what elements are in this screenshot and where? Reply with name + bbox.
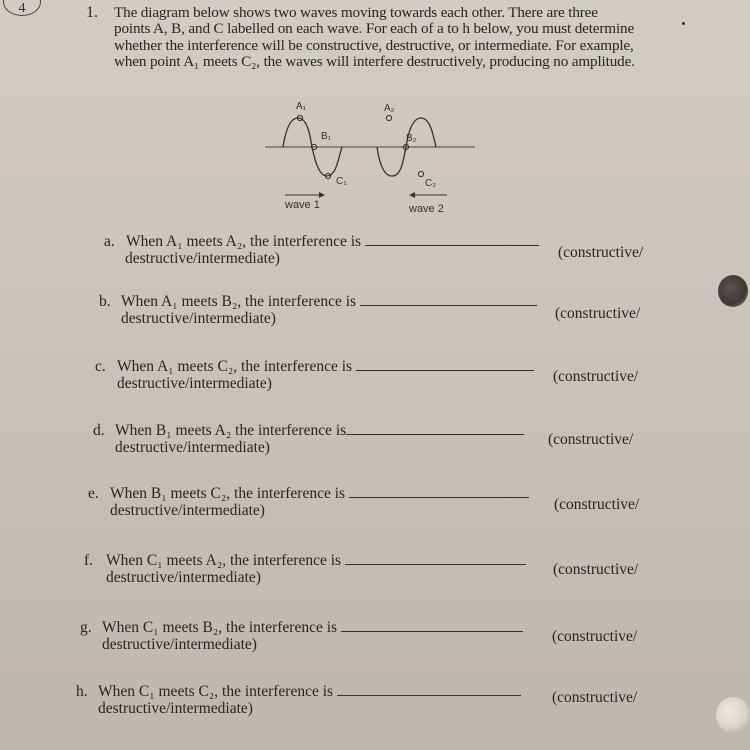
options-text: (constructive/ [553, 561, 639, 578]
question-letter: c. [95, 358, 106, 375]
answer-blank[interactable] [356, 357, 534, 371]
options-text: (constructive/ [554, 496, 640, 513]
question-a [104, 232, 644, 267]
options-continued: destructive/intermediate) [121, 310, 276, 327]
point-c2-marker [418, 171, 423, 176]
label-b2: B₂ [406, 133, 417, 144]
options-text: (constructive/ [558, 244, 644, 261]
question-text: When B₁ meets A₂ the interference is [115, 422, 347, 439]
point-a2-marker [386, 115, 391, 120]
intro-line: whether the interference will be constructive, destructive, or intermediate. For example, [114, 36, 634, 54]
wave-1-arrowhead [319, 192, 325, 198]
options-text: (constructive/ [553, 368, 639, 385]
question-text: When B₁ meets C₂, the interference is [110, 485, 346, 502]
question-b [99, 292, 641, 327]
answer-blank[interactable] [345, 551, 526, 565]
answer-blank[interactable] [341, 618, 523, 632]
label-a2: A₂ [384, 103, 395, 114]
options-text: (constructive/ [555, 305, 641, 322]
question-number: 1. [86, 4, 98, 21]
question-h [76, 682, 638, 717]
options-text: (constructive/ [548, 431, 634, 448]
options-continued: destructive/intermediate) [125, 250, 280, 267]
wave-2-label: wave 2 [409, 203, 444, 215]
answer-blank[interactable] [365, 232, 539, 246]
wave-diagram [265, 96, 480, 216]
intro-text [114, 5, 689, 71]
answer-blank[interactable] [360, 292, 537, 306]
question-letter: d. [93, 422, 105, 439]
binder-hole [718, 275, 748, 307]
options-continued: destructive/intermediate) [115, 439, 270, 456]
question-badge: 4 [3, 0, 41, 16]
options-continued: destructive/intermediate) [102, 636, 257, 653]
binder-hole [716, 697, 750, 733]
question-f [84, 551, 639, 586]
answer-blank[interactable] [346, 421, 524, 435]
question-c [95, 357, 639, 392]
question-letter: h. [76, 683, 88, 700]
options-text: (constructive/ [552, 628, 638, 645]
question-e [88, 484, 640, 519]
question-text: When C₁ meets A₂, the interference is [106, 552, 342, 569]
question-letter: f. [84, 552, 94, 569]
question-text: When A₁ meets B₂, the interference is [121, 293, 357, 310]
options-continued: destructive/intermediate) [98, 700, 253, 717]
answer-blank[interactable] [337, 682, 521, 696]
label-a1: A₁ [296, 101, 307, 112]
intro-line: points A, B, and C labelled on each wave. For each of a to h below, you must determine [114, 20, 635, 38]
question-text: When A₁ meets C₂, the interference is [117, 358, 353, 375]
question-text: When A₁ meets A₂, the interference is [126, 233, 362, 250]
wave-2-arrowhead [409, 192, 415, 198]
label-b1: B₁ [321, 131, 332, 142]
answer-blank[interactable] [349, 484, 529, 498]
question-letter: b. [99, 293, 111, 310]
options-continued: destructive/intermediate) [110, 502, 265, 519]
intro-line: when point A₁ meets C₂, the waves will interfere destructively, producing no amplitude. [114, 53, 635, 71]
question-letter: e. [88, 485, 99, 502]
options-continued: destructive/intermediate) [106, 569, 261, 586]
question-text: When C₁ meets B₂, the interference is [102, 619, 338, 636]
question-g [80, 618, 638, 653]
intro-line: The diagram below shows two waves moving towards each other. There are three [114, 4, 598, 21]
question-d [93, 421, 634, 456]
label-c2: C₂ [425, 178, 437, 189]
options-text: (constructive/ [552, 689, 638, 706]
question-letter: g. [80, 619, 92, 636]
question-letter: a. [104, 233, 115, 250]
wave-1-label: wave 1 [285, 199, 320, 211]
question-text: When C₁ meets C₂, the interference is [98, 683, 334, 700]
label-c1: C₁ [336, 176, 347, 187]
options-continued: destructive/intermediate) [117, 375, 272, 392]
